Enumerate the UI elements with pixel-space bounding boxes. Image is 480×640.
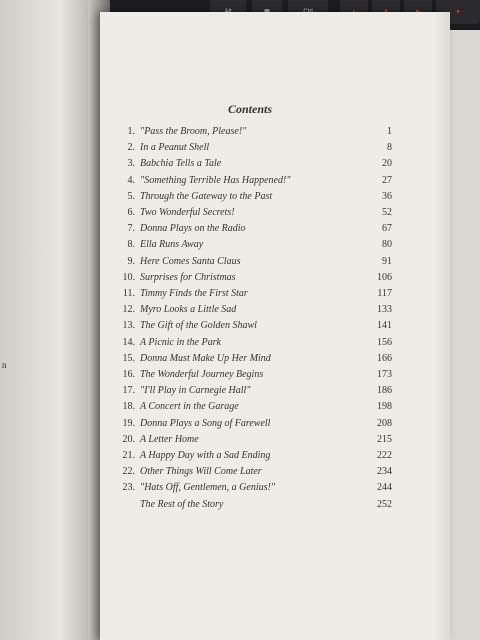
chapter-number: 9. <box>127 255 135 267</box>
chapter-title: Donna Must Make Up Her Mind <box>140 352 271 364</box>
toc-entry <box>100 369 400 385</box>
chapter-page: 1 <box>387 126 392 137</box>
toc-entry <box>100 239 400 255</box>
chapter-title: Donna Plays a Song of Farewell <box>140 417 271 429</box>
chapter-page: 186 <box>377 385 392 397</box>
toc-entry <box>100 385 400 401</box>
chapter-title: The Rest of the Story <box>140 498 224 510</box>
contents-title: Contents <box>227 102 272 116</box>
toc-entry <box>100 142 400 158</box>
chapter-page: 156 <box>377 336 392 348</box>
toc-entry <box>100 401 400 417</box>
chapter-page: 80 <box>382 239 392 251</box>
chapter-number: 10. <box>122 271 135 283</box>
toc-entry <box>100 337 400 353</box>
chapter-title: Here Comes Santa Claus <box>140 255 241 267</box>
chapter-number: 14. <box>122 336 135 348</box>
toc-entry <box>100 272 400 288</box>
chapter-number: 16. <box>122 369 135 380</box>
chapter-number: 23. <box>122 482 135 494</box>
toc-entry <box>100 482 400 498</box>
toc-entry <box>100 434 400 450</box>
chapter-title: Babchia Tells a Tale <box>140 158 222 170</box>
toc-entry <box>100 320 400 336</box>
chapter-page: 8 <box>387 142 392 154</box>
chapter-title: Ella Runs Away <box>140 239 204 251</box>
chapter-page: 166 <box>377 352 392 364</box>
chapter-title: A Picnic in the Park <box>140 336 221 348</box>
chapter-number: 8. <box>127 239 135 251</box>
toc-entry <box>100 466 400 482</box>
chapter-title: Through the Gateway to the Past <box>140 190 273 202</box>
toc-entry <box>100 288 400 304</box>
toc-entry <box>100 450 400 466</box>
chapter-page: 141 <box>377 320 392 332</box>
chapter-page: 117 <box>377 288 392 299</box>
chapter-title: Timmy Finds the First Star <box>140 288 248 299</box>
toc-entry <box>100 207 400 223</box>
toc-entry <box>100 175 400 191</box>
chapter-number: 4. <box>127 174 135 186</box>
chapter-page: 91 <box>382 255 392 267</box>
chapter-number: 12. <box>122 304 135 316</box>
chapter-number: 11. <box>122 288 135 299</box>
toc-entry <box>100 304 400 320</box>
chapter-page: 244 <box>377 482 392 494</box>
toc-entry <box>100 256 400 272</box>
chapter-page: 20 <box>382 158 392 170</box>
chapter-title: Other Things Will Come Later <box>140 466 262 478</box>
chapter-title: "I'll Play in Carnegie Hall" <box>140 385 251 397</box>
chapter-page: 252 <box>377 498 392 510</box>
chapter-title: A Letter Home <box>140 433 199 445</box>
chapter-title: "Something Terrible Has Happened!" <box>140 174 291 186</box>
chapter-title: Two Wonderful Secrets! <box>140 207 235 218</box>
chapter-title: A Happy Day with a Sad Ending <box>140 450 271 461</box>
chapter-title: The Wonderful Journey Begins <box>140 369 264 380</box>
chapter-title: Myro Looks a Little Sad <box>140 304 237 316</box>
chapter-page: 52 <box>382 207 392 218</box>
chapter-title: In a Peanut Shell <box>140 142 210 154</box>
chapter-page: 133 <box>377 304 392 316</box>
left-page-text: n <box>2 360 7 370</box>
chapter-page: 215 <box>377 433 392 445</box>
chapter-page: 106 <box>377 271 392 283</box>
toc-entry <box>100 418 400 434</box>
toc-entry <box>100 353 400 369</box>
chapter-page: 234 <box>377 466 392 478</box>
chapter-number: 13. <box>122 320 135 332</box>
toc-entry <box>100 158 400 174</box>
chapter-page: 198 <box>377 401 392 413</box>
chapter-number: 7. <box>127 223 135 235</box>
chapter-page: 36 <box>382 190 392 202</box>
chapter-page: 27 <box>382 174 392 186</box>
contents-page <box>100 12 450 640</box>
chapter-number: 21. <box>122 450 135 461</box>
chapter-number: 6. <box>127 207 135 218</box>
chapter-number: 17. <box>122 385 135 397</box>
chapter-page: 222 <box>377 450 392 461</box>
key-right: ● <box>436 0 480 24</box>
chapter-number: 19. <box>122 417 135 429</box>
chapter-page: 208 <box>377 417 392 429</box>
chapter-number: 15. <box>122 352 135 364</box>
toc-entry <box>100 223 400 239</box>
chapter-title: "Pass the Broom, Please!" <box>140 126 247 137</box>
chapter-title: A Concert in the Garage <box>140 401 239 413</box>
chapter-number: 1. <box>127 126 135 137</box>
chapter-page: 173 <box>377 369 392 380</box>
chapter-number: 22. <box>122 466 135 478</box>
chapter-title: The Gift of the Golden Shawl <box>140 320 257 332</box>
chapter-page: 67 <box>382 223 392 235</box>
chapter-number: 2. <box>127 142 135 154</box>
toc-entry <box>100 191 400 207</box>
chapter-title: "Hats Off, Gentlemen, a Genius!" <box>140 482 276 494</box>
toc-entry <box>100 499 400 515</box>
chapter-title: Surprises for Christmas <box>140 271 236 283</box>
chapter-number: 3. <box>127 158 135 170</box>
chapter-number: 5. <box>127 190 135 202</box>
chapter-number: 20. <box>122 433 135 445</box>
chapter-title: Donna Plays on the Radio <box>140 223 246 235</box>
toc-entry <box>100 126 400 142</box>
chapter-number: 18. <box>122 401 135 413</box>
